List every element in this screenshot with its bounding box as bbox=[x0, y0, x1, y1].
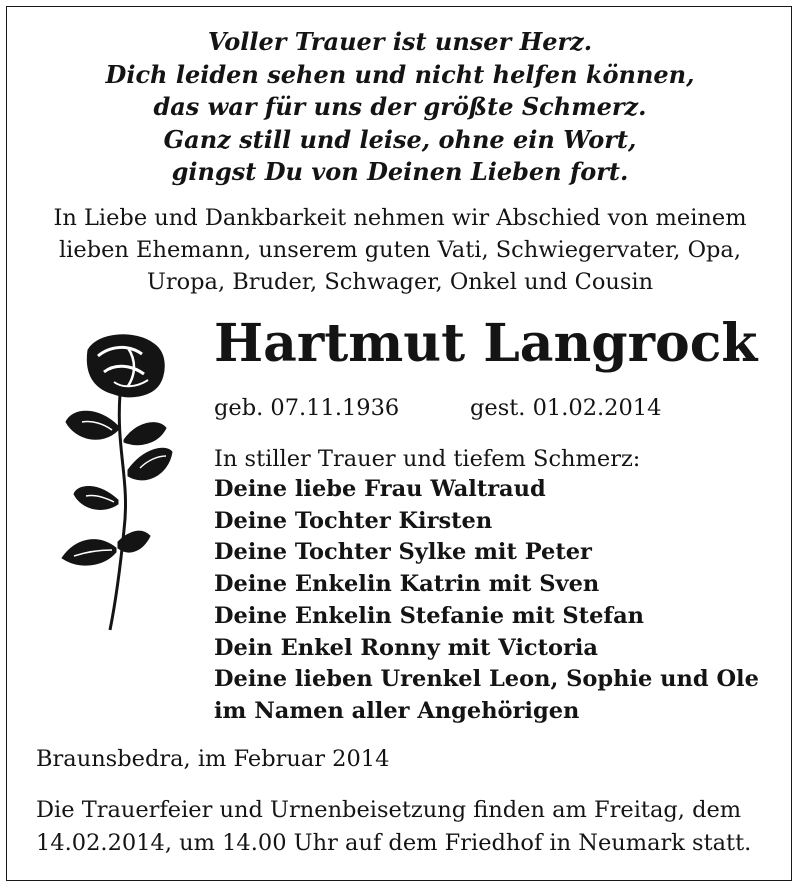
rose-icon bbox=[58, 330, 178, 636]
poem-line: Voller Trauer ist unser Herz. bbox=[207, 27, 593, 56]
poem-line: das war für uns der größte Schmerz. bbox=[153, 92, 647, 121]
intro-line: Uropa, Bruder, Schwager, Onkel und Cousin bbox=[146, 269, 654, 295]
mourner-name: Deine Tochter Kirsten bbox=[214, 507, 493, 534]
poem-line: Ganz still und leise, ohne ein Wort, bbox=[163, 124, 637, 154]
birth-date: geb. 07.11.1936 bbox=[214, 395, 400, 421]
intro-line: lieben Ehemann, unserem guten Vati, Schwiegervater, Opa, bbox=[58, 237, 741, 263]
poem bbox=[0, 26, 800, 189]
mourner-name: Deine Enkelin Katrin mit Sven bbox=[214, 571, 600, 598]
intro-line: In Liebe und Dankbarkeit nehmen wir Abschied von meinem bbox=[53, 205, 747, 231]
service-info bbox=[36, 794, 766, 860]
death-date: gest. 01.02.2014 bbox=[470, 395, 662, 421]
mourner-name: Deine Enkelin Stefanie mit Stefan bbox=[214, 602, 645, 629]
mourner-name: Deine liebe Frau Waltraud bbox=[214, 476, 546, 502]
deceased-name: Hartmut Langrock bbox=[214, 313, 758, 374]
mourning-heading: In stiller Trauer und tiefem Schmerz: bbox=[214, 446, 641, 472]
place-date: Braunsbedra, im Februar 2014 bbox=[36, 746, 390, 772]
mourner-name: Deine lieben Urenkel Leon, Sophie und Ole bbox=[214, 666, 759, 693]
mourner-name: im Namen aller Angehörigen bbox=[214, 697, 580, 724]
mourner-name: Deine Tochter Sylke mit Peter bbox=[214, 539, 592, 566]
intro-text bbox=[30, 202, 770, 298]
poem-line: gingst Du von Deinen Lieben fort. bbox=[171, 157, 629, 186]
service-line: Die Trauerfeier und Urnenbeisetzung finden am Freitag, dem bbox=[36, 797, 742, 823]
mourner-name: Dein Enkel Ronny mit Victoria bbox=[214, 634, 598, 661]
mourners-list bbox=[214, 474, 759, 728]
life-dates bbox=[214, 392, 661, 424]
poem-line: Dich leiden sehen und nicht helfen können, bbox=[105, 59, 695, 89]
service-line: 14.02.2014, um 14.00 Uhr auf dem Friedhof in Neumark statt. bbox=[36, 830, 752, 856]
